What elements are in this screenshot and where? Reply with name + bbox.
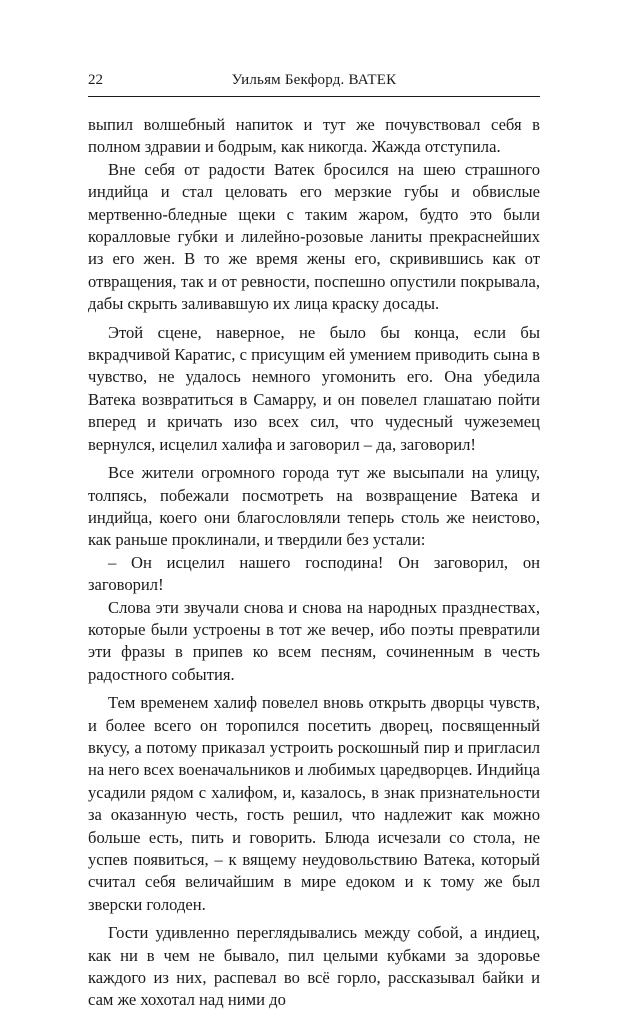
header-rule xyxy=(88,96,540,97)
paragraph: Все жители огромного города тут же высыпали на улицу, толпясь, побежали посмотреть на возвращение Ватека и индийца, коего они благословляли теперь столь же неистово, как раньше проклинали, и твердили без устали: xyxy=(88,463,540,550)
paragraph: Тем временем халиф повелел вновь открыть дворцы чувств, и более всего он торопился посетить дворец, посвященный вкусу, а потому приказал устроить роскошный пир и пригласил на него всех военачальников и любимых царедворцев. Индийца усадили рядом с халифом, и, казалось, в знак признательности за оказанную честь, гость решил, что надлежит как можно больше есть, пить и говорить. Блюда исчезали со стола, не успев появиться, – к вящему неудовольствию Ватека, который считал себя величайшим в мире едоком и к тому же был зверски голоден. xyxy=(88,693,540,914)
dialogue-line: – Он исцелил нашего господина! Он заговорил, он заговорил! xyxy=(88,552,540,595)
paragraph: Этой сцене, наверное, не было бы конца, если бы вкрадчивой Каратис, с присущим ей умением приводить сына в чувство, не удалось немного угомонить его. Она убедила Ватека возвратиться в Самарру, и он повелел глашатаю пойти вперед и кричать изо всех сил, что чудесный чужеземец вернулся, исцелил халифа и заговорил – да, заговорил! xyxy=(88,322,540,454)
running-title: Уильям Бекфорд. ВАТЕК xyxy=(231,72,397,88)
paragraph: выпил волшебный напиток и тут же почувствовал себя в полном здравии и бодрым, как никогда. Жажда отступила. xyxy=(88,115,540,157)
page-header xyxy=(88,68,540,92)
paragraph: Гости удивленно переглядывались между собой, а индиец, как ни в чем не бывало, пил целыми кубками за здоровье каждого из них, распевал во всё горло, рассказывал байки и сам же хохотал над ними до xyxy=(88,923,540,1010)
body-text xyxy=(88,114,540,1012)
paragraph: Вне себя от радости Ватек бросился на шею страшного индийца и стал целовать его мерзкие губы и обвислые мертвенно-бледные щеки с таким жаром, будто это были коралловые губки и лилейно-розовые ланиты прекраснейших из его жен. В то же время жены его, скривившись как от отвращения, так и от ревности, поспешно опустили покрывала, дабы скрыть заливавшую их лица краску досады. xyxy=(88,159,540,314)
page-number: 22 xyxy=(88,72,103,88)
paragraph: Слова эти звучали снова и снова на народных празднествах, которые были устроены в тот же вечер, ибо поэты превратили эти фразы в припев ко всем песням, сочиненным в честь радостного события. xyxy=(88,597,540,684)
